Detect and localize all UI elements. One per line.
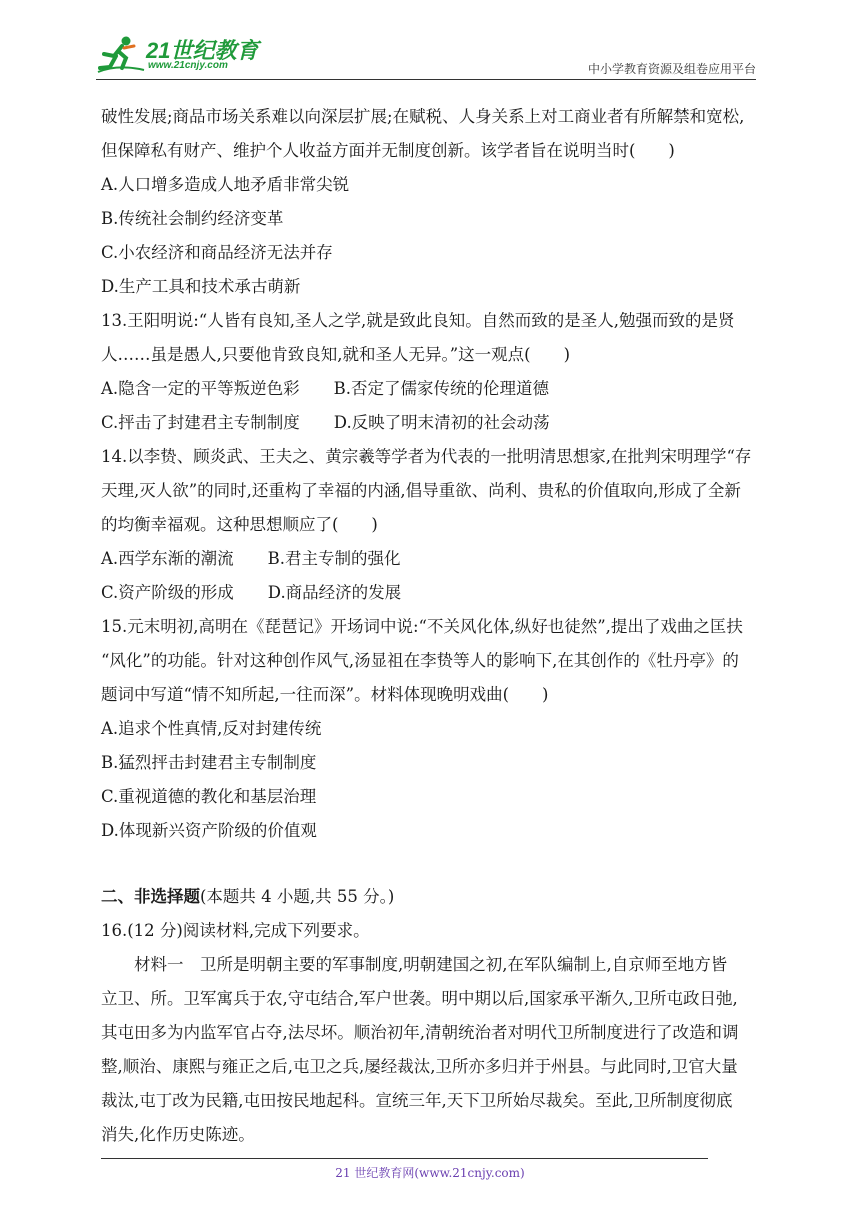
page-footer[interactable]: 21 世纪教育网(www.21cnjy.com)	[335, 1166, 525, 1180]
option-d: D.商品经济的发展	[267, 583, 402, 602]
option-d: D.体现新兴资产阶级的价值观	[101, 821, 317, 840]
question-14: 14.以李贽、顾炎武、王夫之、黄宗羲等学者为代表的一批明清思想家,在批判宋明理学“存	[101, 447, 752, 466]
option-c: C.抨击了封建君主专制制度	[101, 413, 300, 432]
platform-name: 中小学教育资源及组卷应用平台	[587, 62, 756, 76]
footer-divider	[101, 1158, 708, 1159]
material-line: 整,顺治、康熙与雍正之后,屯卫之兵,屡经裁汰,卫所亦多归并于州县。与此同时,卫官大量	[101, 1057, 738, 1076]
option-a: A.人口增多造成人地矛盾非常尖锐	[101, 175, 350, 194]
option-b: B.猛烈抨击封建君主专制制度	[101, 753, 317, 772]
option-b: B.否定了儒家传统的伦理道德	[333, 379, 550, 398]
material-line: 其屯田多为内监军官占夺,法尽坏。顺治初年,清朝统治者对明代卫所制度进行了改造和调	[101, 1023, 739, 1042]
material-line: 材料一 卫所是明朝主要的军事制度,明朝建国之初,在军队编制上,自京师至地方皆	[134, 955, 728, 974]
material-line: 裁汰,屯丁改为民籍,屯田按民地起科。宣统三年,天下卫所始尽裁矣。至此,卫所制度彻底	[101, 1091, 733, 1110]
option-a: A.西学东渐的潮流	[101, 549, 234, 568]
option-d: D.反映了明末清初的社会动荡	[333, 413, 550, 432]
option-a: A.隐含一定的平等叛逆色彩	[101, 379, 300, 398]
option-row	[101, 542, 766, 576]
material-line: 消失,化作历史陈迹。	[101, 1125, 255, 1144]
site-logo[interactable]	[96, 34, 266, 74]
question-13: 13.王阳明说:“人皆有良知,圣人之学,就是致此良知。自然而致的是圣人,勉强而致的是贤	[101, 311, 735, 330]
question-15: 15.元末明初,高明在《琵琶记》开场词中说:“不关风化体,纵好也徒然”,提出了戏曲之匡扶	[101, 617, 743, 636]
section-note: (本题共 4 小题,共 55 分。)	[200, 887, 395, 906]
runner-logo-icon	[96, 34, 148, 74]
text-line: 破性发展;商品市场关系难以向深层扩展;在赋税、人身关系上对工商业者有所解禁和宽松,	[101, 107, 745, 126]
option-d: D.生产工具和技术承古萌新	[101, 277, 301, 296]
text-line: 的均衡幸福观。这种思想顺应了( )	[101, 515, 378, 534]
option-row	[101, 576, 766, 610]
option-b: B.传统社会制约经济变革	[101, 209, 284, 228]
logo-text: 21世纪教育	[146, 38, 259, 63]
logo-url: www.21cnjy.com	[148, 60, 228, 71]
header-divider	[96, 79, 756, 80]
page-header	[96, 32, 756, 80]
text-line: 但保障私有财产、维护个人收益方面并无制度创新。该学者旨在说明当时( )	[101, 141, 675, 160]
text-line: “风化”的功能。针对这种创作风气,汤显祖在李贽等人的影响下,在其创作的《牡丹亭》的	[101, 651, 739, 670]
option-row	[101, 406, 766, 440]
section-title: 二、非选择题	[101, 887, 200, 906]
text-line: 人……虽是愚人,只要他肯致良知,就和圣人无异。”这一观点( )	[101, 345, 571, 364]
material-line: 立卫、所。卫军寓兵于农,守屯结合,军户世袭。明中期以后,国家承平渐久,卫所屯政日弛,	[101, 989, 738, 1008]
option-c: C.小农经济和商品经济无法并存	[101, 243, 333, 262]
section-heading	[101, 880, 766, 914]
text-line: 题词中写道“情不知所起,一往而深”。材料体现晚明戏曲( )	[101, 685, 549, 704]
option-row	[101, 372, 766, 406]
question-16: 16.(12 分)阅读材料,完成下列要求。	[101, 921, 370, 940]
option-a: A.追求个性真情,反对封建传统	[101, 719, 322, 738]
option-c: C.资产阶级的形成	[101, 583, 234, 602]
option-b: B.君主专制的强化	[267, 549, 401, 568]
option-c: C.重视道德的教化和基层治理	[101, 787, 317, 806]
document-body	[101, 100, 766, 1152]
text-line: 天理,灭人欲”的同时,还重构了幸福的内涵,倡导重欲、尚利、贵私的价值取向,形成了全新	[101, 481, 741, 500]
